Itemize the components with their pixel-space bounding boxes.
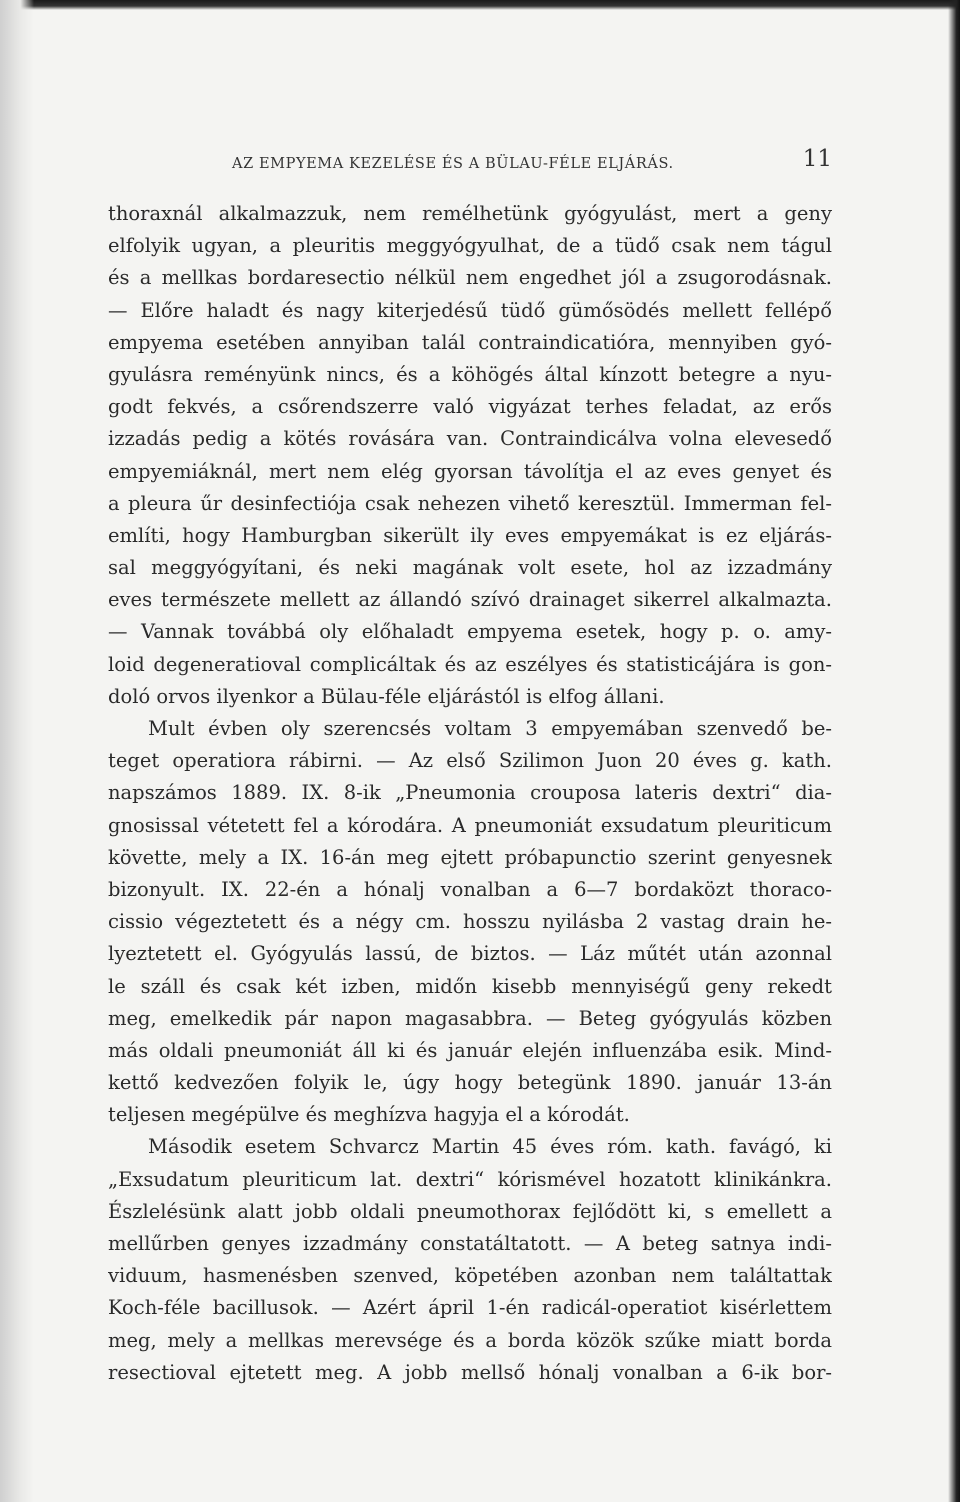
text-line: teljesen megépülve és meghízva hagyja el a kórodát. [108,1103,630,1127]
text-line: meg, mely a mellkas merevsége és a borda közök szűke miatt borda [108,1328,832,1352]
text-line: eves természete mellett az állandó szívó drainaget sikerrel alkalmazta. [108,588,832,612]
text-line: és a mellkas bordaresectio nélkül nem engedhet jól a zsugorodásnak. [108,266,832,290]
text-line: meg, emelkedik pár napon magasabbra. — Beteg gyógyulás közben [108,1006,832,1030]
text-line: cissio végeztetett és a négy cm. hosszu nyilásba 2 vastag drain he- [108,910,832,934]
text-line: mellűrben genyes izzadmány constatáltatott. — A beteg satnya indi- [108,1232,832,1255]
text-line: követte, mely a IX. 16-án meg ejtett próbapunctio szerint genyesnek [108,845,832,869]
text-line: teget operatiora rábirni. — Az első Szilimon Juon 20 éves g. kath. [108,749,832,773]
text-line: „Exsudatum pleuriticum lat. dextri“ kórismével hozatott klinikánkra. [108,1167,832,1191]
text-line: izzadás pedig a kötés rovására van. Contraindicálva volna elevesedő [108,427,832,451]
page-number: 11 [802,146,832,172]
text-line: viduum, hasmenésben szenved, köpetében azonban nem találtattak [108,1264,832,1288]
body-text [108,198,832,1389]
scan-edge-right [948,0,960,1502]
text-line: resectioval ejtetett meg. A jobb mellső hónalj vonalban a 6-ik bor- [108,1360,832,1384]
text-line: Mult évben oly szerencsés voltam 3 empyemában szenvedő be- [148,717,832,740]
text-line: kettő kedvezően folyik le, úgy hogy betegünk 1890. január 13-án [108,1071,832,1095]
text-line: gyulásra reményünk nincs, és a köhögés által kínzott betegre a nyu- [108,362,832,386]
text-line: — Előre haladt és nagy kiterjedésű tüdő gümősödés mellett fellépő [108,298,832,322]
text-line: Koch-féle bacillusok. — Azért ápril 1-én radicál-operatiot kisérlettem [108,1296,832,1320]
text-line: a pleura űr desinfectiója csak nehezen vihető keresztül. Immerman fel- [108,491,832,515]
text-line: sal meggyógyítani, és neki magának volt esete, hol az izzadmány [108,556,832,580]
running-head: AZ EMPYEMA KEZELÉSE ÉS A BÜLAU-FÉLE ELJÁRÁS. [232,156,674,172]
text-line: elfolyik ugyan, a pleuritis meggyógyulhat, de a tüdő csak nem tágul [108,234,832,258]
text-line: Észlelésünk alatt jobb oldali pneumothorax fejlődött ki, s emellett a [108,1199,832,1223]
text-line: gnosissal vétetett fel a kórodára. A pneumoniát exsudatum pleuriticum [108,813,832,837]
text-line: le száll és csak két izben, midőn kisebb mennyiségű geny rekedt [108,974,832,998]
text-line: említi, hogy Hamburgban sikerült ily eves empyemákat is ez eljárás- [108,523,832,547]
page-header [108,146,832,178]
text-line: empyemiáknál, mert nem elég gyorsan távolítja el az eves genyet és [108,459,832,483]
text-line: thoraxnál alkalmazzuk, nem remélhetünk gyógyulást, mert a geny [108,202,832,225]
scan-edge-top [0,0,960,10]
text-line: — Vannak továbbá oly előhaladt empyema esetek, hogy p. o. amy- [108,620,832,644]
text-line: más oldali pneumoniát áll ki és január elején influenzába esik. Mind- [108,1038,832,1062]
text-line: doló orvos ilyenkor a Bülau-féle eljárástól is elfog állani. [108,684,665,708]
scan-edge-left [0,0,34,1502]
text-line: godt fekvés, a csőrendszerre való vigyázat terhes feladat, az erős [108,395,832,419]
text-line: bizonyult. IX. 22-én a hónalj vonalban a 6—7 bordaközt thoraco- [108,877,832,901]
text-line: lyeztetett el. Gyógyulás lassú, de biztos. — Láz műtét után azonnal [108,942,832,966]
text-line: Második esetem Schvarcz Martin 45 éves róm. kath. favágó, ki [148,1135,832,1159]
text-line: empyema esetében annyiban talál contraindicatióra, mennyiben gyó- [108,330,832,354]
text-line: napszámos 1889. IX. 8-ik „Pneumonia crouposa lateris dextri“ dia- [108,781,832,805]
text-line: loid degeneratioval complicáltak és az eszélyes és statisticájára is gon- [108,652,832,676]
